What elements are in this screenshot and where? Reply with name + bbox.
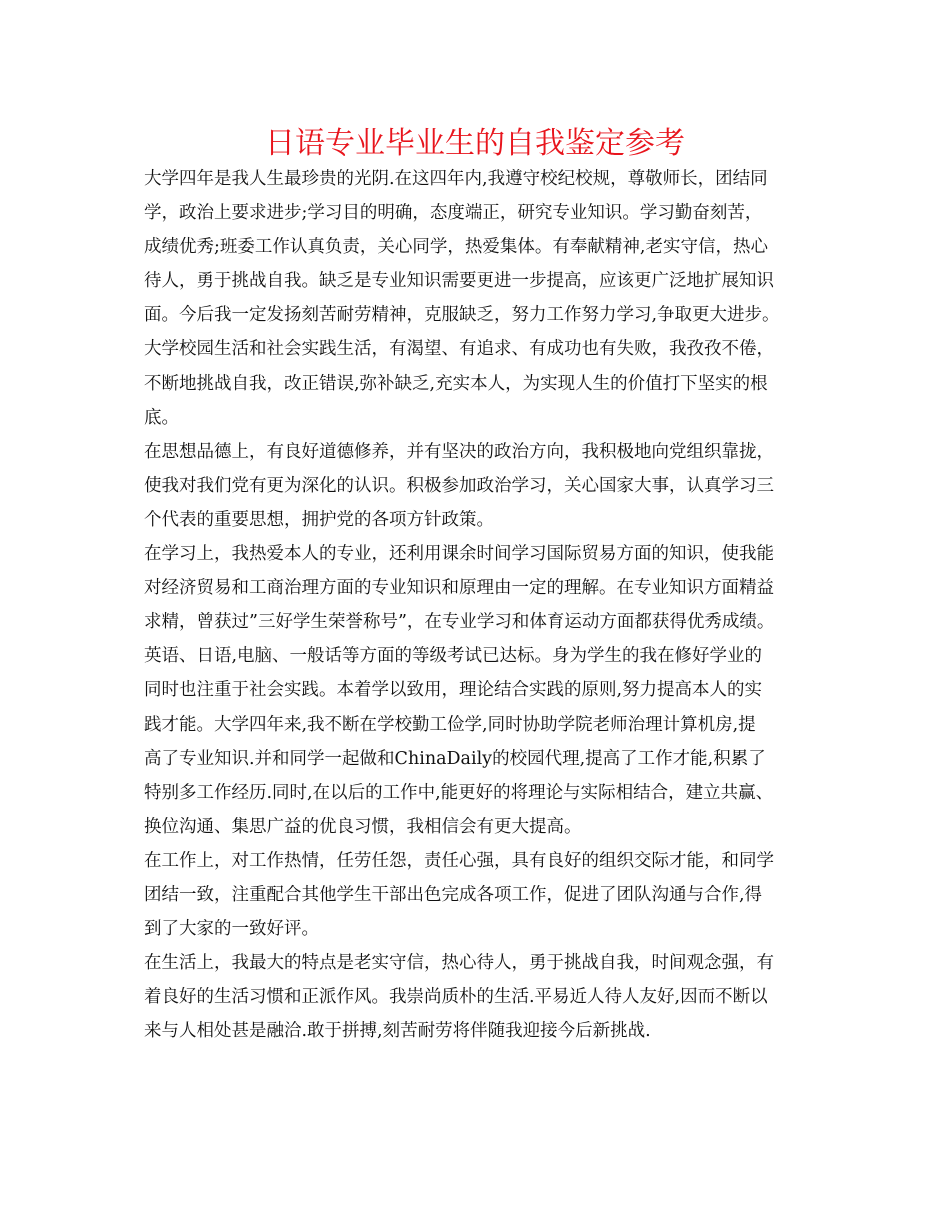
text-line: 着良好的生活习惯和正派作风。我崇尚质朴的生活.平易近人待人友好,因而不断以: [144, 987, 768, 1008]
text-line: 在学习上，我热爱本人的专业，还利用课余时间学习国际贸易方面的知识，使我能: [144, 544, 774, 565]
text-line: 学，政治上要求进步;学习目的明确，态度端正，研究专业知识。学习勤奋刻苦，: [144, 203, 763, 224]
text-line: 特别多工作经历.同时,在以后的工作中,能更好的将理论与实际相结合，建立共赢、: [144, 782, 774, 803]
text-line: 对经济贸易和工商治理方面的专业知识和原理由一定的理解。在专业知识方面精益: [144, 578, 774, 599]
text-line: 英语、日语,电脑、一般话等方面的等级考试已达标。身为学生的我在修好学业的: [144, 646, 763, 667]
text-line: 使我对我们党有更为深化的认识。积极参加政治学习，关心国家大事，认真学习三: [144, 475, 774, 496]
text-line: 同时也注重于社会实践。本着学以致用，理论结合实践的原则,努力提高本人的实: [144, 680, 763, 701]
text-line: 高了专业知识.并和同学一起做和ChinaDaily的校园代理,提高了工作才能,积累了: [144, 748, 766, 769]
text-line: 求精，曾获过”三好学生荣誉称号”，在专业学习和体育运动方面都获得优秀成绩。: [144, 612, 775, 633]
text-line: 来与人相处甚是融洽.敢于拼搏,刻苦耐劳将伴随我迎接今后新挑战.: [144, 1021, 651, 1042]
text-line: 面。今后我一定发扬刻苦耐劳精神，克服缺乏，努力工作努力学习,争取更大进步。: [144, 305, 780, 326]
text-line: 到了大家的一致好评。: [144, 919, 319, 940]
text-line: 成绩优秀;班委工作认真负责，关心同学，热爱集体。有奉献精神,老实守信，热心: [144, 237, 768, 258]
text-line: 大学四年是我人生最珍贵的光阴.在这四年内,我遵守校纪校规，尊敬师长，团结同: [144, 169, 768, 189]
text-line: 个代表的重要思想，拥护党的各项方针政策。: [144, 509, 494, 530]
text-line: 在思想品德上，有良好道德修养，并有坚决的政治方向，我积极地向党组织靠拢，: [144, 441, 774, 462]
text-line: 在生活上，我最大的特点是老实守信，热心待人，勇于挑战自我，时间观念强，有: [144, 953, 774, 974]
text-line: 换位沟通、集思广益的优良习惯，我相信会有更大提高。: [144, 816, 582, 837]
page-title: 日语专业毕业生的自我鉴定参考: [265, 126, 685, 161]
text-line: 团结一致，注重配合其他学生干部出色完成各项工作，促进了团队沟通与合作,得: [144, 884, 763, 905]
text-line: 底。: [144, 407, 179, 428]
text-line: 待人，勇于挑战自我。缺乏是专业知识需要更进一步提高，应该更广泛地扩展知识: [144, 271, 774, 292]
document-body: [144, 162, 816, 1048]
text-line: 在工作上，对工作热情，任劳任怨，责任心强，具有良好的组织交际才能，和同学: [144, 850, 774, 871]
text-line: 践才能。大学四年来,我不断在学校勤工俭学,同时协助学院老师治理计算机房,提: [144, 714, 756, 735]
text-line: 大学校园生活和社会实践生活，有渴望、有追求、有成功也有失败，我孜孜不倦，: [144, 339, 774, 360]
text-line: 不断地挑战自我，改正错误,弥补缺乏,充实本人，为实现人生的价值打下坚实的根: [144, 373, 768, 394]
